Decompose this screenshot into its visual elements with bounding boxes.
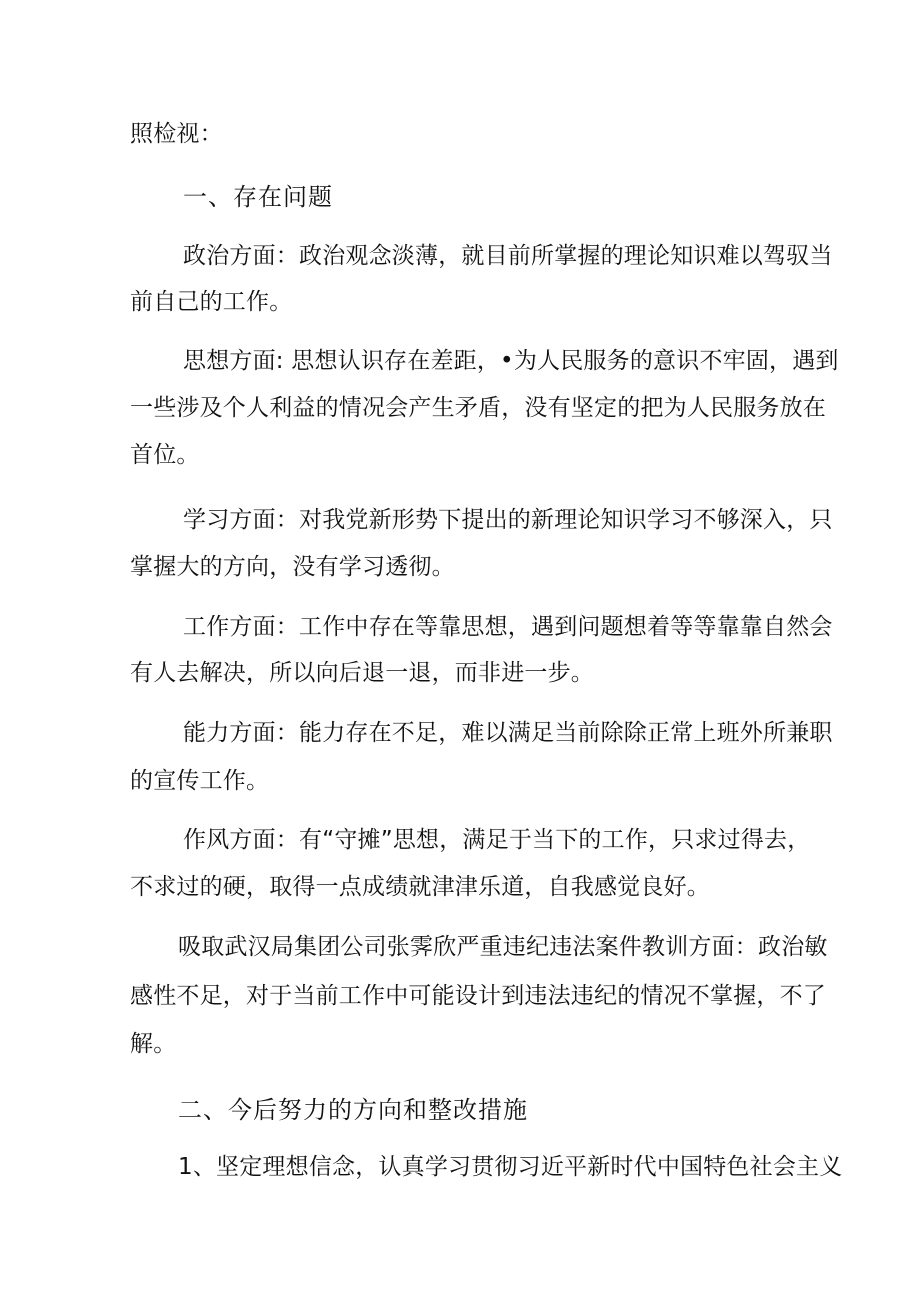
- paragraph-style-line2: 不求过的硬，取得一点成绩就津津乐道，自我感觉良好。: [130, 874, 710, 900]
- paragraph-work-line1: 工作方面：工作中存在等靠思想，遇到问题想着等等靠靠自然会: [183, 614, 833, 640]
- paragraph-study-line2: 掌握大的方向，没有学习透彻。: [130, 554, 455, 580]
- paragraph-thinking-line1: 思想方面: 思想认识存在差距，•为人民服务的意识不牢固，遇到: [183, 348, 839, 374]
- paragraph-lesson-line1: 吸取武汉局集团公司张霁欣严重违纪违法案件教训方面：政治敏: [178, 934, 828, 960]
- measure-item-1-line1: 1、坚定理想信念，认真学习贯彻习近平新时代中国特色社会主义: [178, 1154, 843, 1180]
- paragraph-political-line2: 前自己的工作。: [130, 289, 293, 315]
- paragraph-lesson-line2: 感性不足，对于当前工作中可能设计到违法违纪的情况不掌握，不了: [130, 983, 826, 1009]
- paragraph-study-line1: 学习方面：对我党新形势下提出的新理论知识学习不够深入，只: [183, 507, 833, 533]
- paragraph-ability-line2: 的宣传工作。: [130, 768, 270, 794]
- paragraph-thinking-line2: 一些涉及个人利益的情况会产生矛盾，没有坚定的把为人民服务放在: [130, 395, 826, 421]
- paragraph-work-line2: 有人去解决，所以向后退一退，而非进一步。: [130, 660, 594, 686]
- paragraph-lesson-line3: 解。: [130, 1031, 177, 1057]
- paragraph-style-line1: 作风方面：有“守摊”思想，满足于当下的工作，只求过得去，: [183, 827, 811, 853]
- section-heading-problems: 一、存在问题: [183, 183, 333, 211]
- paragraph-ability-line1: 能力方面：能力存在不足，难以满足当前除除正常上班外所兼职: [183, 720, 833, 746]
- paragraph-thinking-line3: 首位。: [130, 442, 200, 468]
- section-heading-measures: 二、今后努力的方向和整改措施: [178, 1096, 528, 1124]
- paragraph-political-line1: 政治方面：政治观念淡薄，就目前所掌握的理论知识难以驾驭当: [183, 243, 833, 269]
- intro-text: 照检视：: [130, 121, 223, 147]
